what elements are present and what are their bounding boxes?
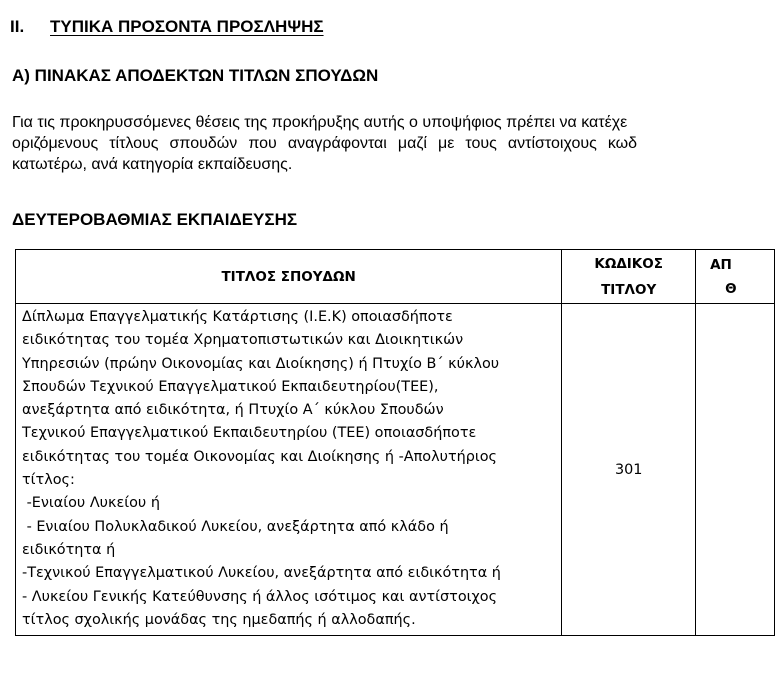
extra-cell bbox=[696, 304, 775, 636]
title-line: - Λυκείου Γενικής Κατεύθυνσης ή άλλος ισότιμος και αντίστοιχος bbox=[22, 588, 498, 605]
title-line: Σπουδών Τεχνικού Επαγγελματικού Εκπαιδευτηρίου(ΤΕΕ), bbox=[22, 378, 439, 395]
title-cell bbox=[16, 304, 562, 636]
header-code bbox=[562, 250, 696, 304]
header-extra-line2: Θ bbox=[725, 280, 737, 297]
intro-line: οριζόμενους τίτλους σπουδών που αναγράφονται μαζί με τους αντίστοιχους κωδ bbox=[12, 135, 638, 152]
header-code-line1: ΚΩΔΙΚΟΣ bbox=[594, 255, 663, 272]
title-line: ειδικότητας του τομέα Οικονομίας και Διοίκησης ή -Απολυτήριος bbox=[22, 448, 497, 465]
header-code-line2: ΤΙΤΛΟΥ bbox=[601, 281, 657, 298]
title-line: τίτλος: bbox=[22, 472, 75, 489]
header-extra-line1: ΑΠ bbox=[710, 256, 732, 273]
title-line: ειδικότητας του τομέα Χρηματοπιστωτικών και Διοικητικών bbox=[22, 332, 464, 349]
table-header-row bbox=[16, 250, 775, 304]
intro-line: κατωτέρω, ανά κατηγορία εκπαίδευσης. bbox=[12, 156, 293, 173]
title-line: Υπηρεσιών (πρώην Οικονομίας και Διοίκησης) ή Πτυχίο Β΄ κύκλου bbox=[22, 355, 500, 372]
header-title-label: ΤΙΤΛΟΣ ΣΠΟΥΔΩΝ bbox=[221, 268, 356, 285]
title-line: - Ενιαίου Πολυκλαδικού Λυκείου, ανεξάρτητα από κλάδο ή bbox=[22, 518, 449, 535]
title-line: -Τεχνικού Επαγγελματικού Λυκείου, ανεξάρτητα από ειδικότητα ή bbox=[22, 565, 501, 582]
header-title bbox=[16, 250, 562, 304]
table-row bbox=[16, 304, 775, 636]
intro-line: Για τις προκηρυσσόμενες θέσεις της προκήρυξης αυτής ο υποψήφιος πρέπει να κατέχε bbox=[12, 114, 628, 131]
intro-paragraph bbox=[12, 112, 775, 175]
category-heading: ΔΕΥΤΕΡΟΒΑΘΜΙΑΣ ΕΚΠΑΙΔΕΥΣΗΣ bbox=[12, 210, 298, 229]
title-line: ειδικότητα ή bbox=[22, 541, 116, 558]
section-number: II. bbox=[10, 17, 25, 36]
title-line: ανεξάρτητα από ειδικότητα, ή Πτυχίο Α΄ κύκλου Σπουδών bbox=[22, 402, 444, 419]
section-title: ΤΥΠΙΚΑ ΠΡΟΣΟΝΤΑ ΠΡΟΣΛΗΨΗΣ bbox=[50, 17, 324, 36]
section-heading bbox=[10, 17, 324, 37]
title-line: Τεχνικού Επαγγελματικού Εκπαιδευτηρίου (ΤΕΕ) οποιασδήποτε bbox=[22, 425, 477, 442]
code-cell bbox=[562, 304, 696, 636]
title-line: -Ενιαίου Λυκείου ή bbox=[22, 495, 160, 512]
titles-table bbox=[15, 249, 775, 636]
code-value: 301 bbox=[614, 461, 643, 478]
subsection-title: Α) ΠΙΝΑΚΑΣ ΑΠΟΔΕΚΤΩΝ ΤΙΤΛΩΝ ΣΠΟΥΔΩΝ bbox=[12, 66, 379, 85]
title-line: τίτλος σχολικής μονάδας της ημεδαπής ή αλλοδαπής. bbox=[22, 611, 416, 628]
title-line: Δίπλωμα Επαγγελματικής Κατάρτισης (Ι.Ε.Κ) οποιασδήποτε bbox=[22, 309, 453, 325]
header-extra bbox=[696, 250, 775, 304]
